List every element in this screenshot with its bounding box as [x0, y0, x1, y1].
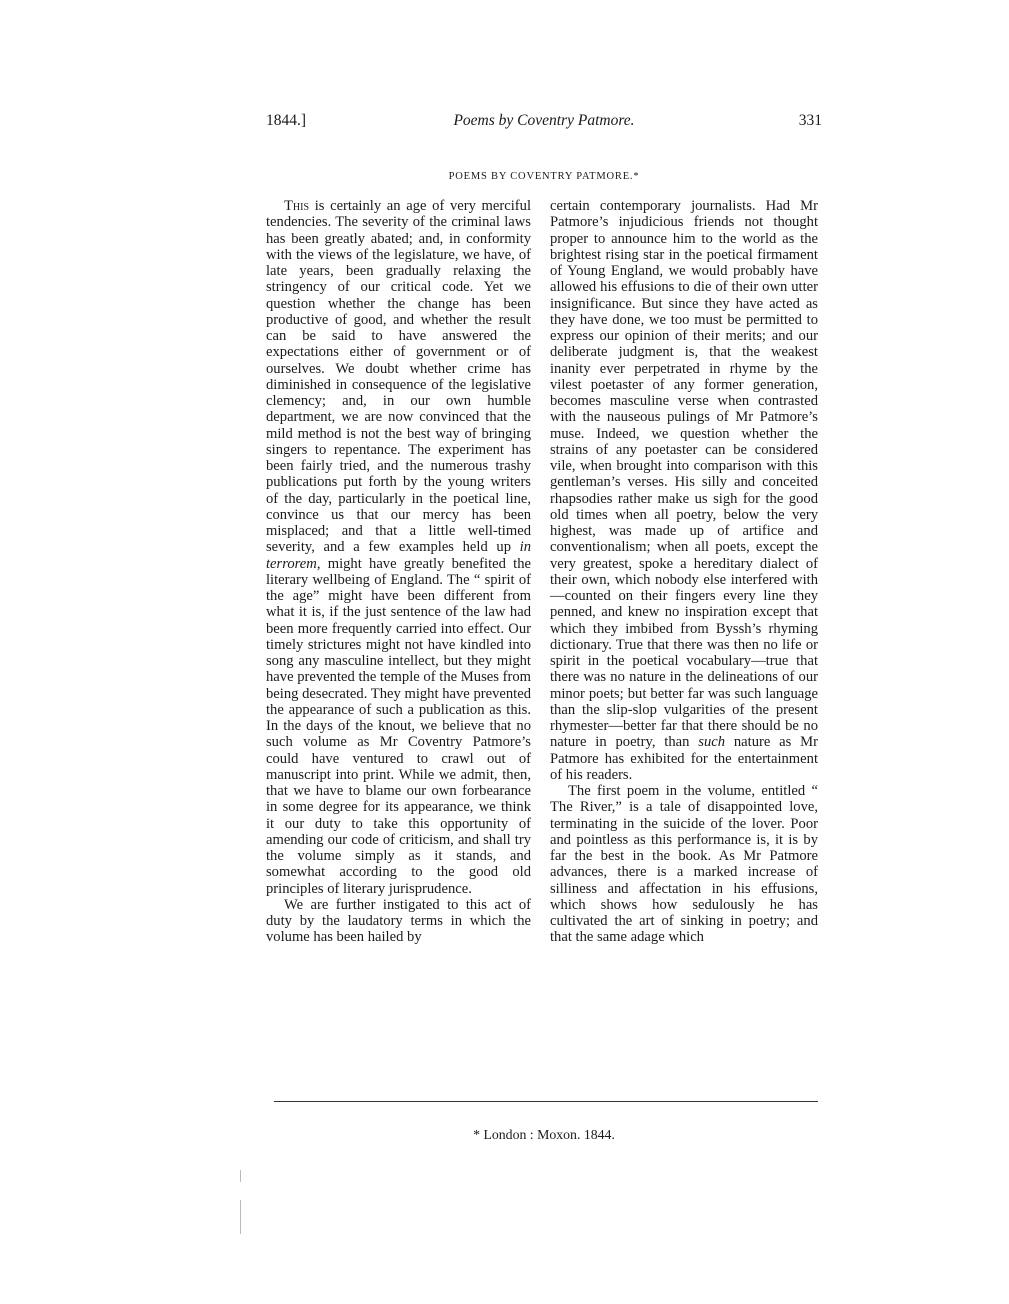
paragraph-continued [550, 198, 818, 783]
header-year: 1844.] [266, 112, 307, 129]
italic-phrase: in terrorem [266, 539, 531, 572]
scan-mark [240, 1200, 241, 1234]
paragraph-3: The first poem in the volume, entitled “ The River,” is a tale of disappointed love, terminating in the suicide of the lover. Poor and pointless as this performance is, it is by far the best in the book. As Mr Patmore advances, there is a marked increase of silliness and affectation in his effusions, which shows how sedulously he has cultivated the art of sinking in poetry; and that the same adage which [550, 783, 818, 946]
italic-word: such [698, 734, 726, 751]
running-header [266, 112, 822, 134]
running-title: Poems by Coventry Patmore. [453, 112, 635, 129]
footnote-rule [274, 1101, 818, 1102]
paragraph-text: is certainly an age of very merciful tendencies. The severity of the criminal laws has been greatly abated; and, in conformity with the views of the legislature, we have, of late years, been gradually relaxing the stringency of our critical code. Yet we question whether the change has been productive of good, and whether the result can be said to have answered the expectations either of government or of ourselves. We doubt whether crime has diminished in consequence of the legislative clemency; and, in our own humble department, we are now convinced that the mild method is not the best way of bringing singers to repentance. The experiment has been fairly tried, and the numerous trashy publications put forth by the young writers of the day, particularly in the poetical line, convince us that our mercy has been misplaced; and that a little well-timed severity, and a few examples held up [266, 198, 531, 556]
left-column [266, 198, 531, 946]
paragraph-1 [266, 198, 531, 897]
footnote: * London : Moxon. 1844. [473, 1127, 615, 1142]
page-number: 331 [798, 112, 822, 129]
article-title: POEMS BY COVENTRY PATMORE.* [448, 171, 640, 182]
paragraph-text: certain contemporary journalists. Had Mr Patmore’s injudicious friends not thought proper to announce him to the world as the brightest rising star in the poetical firmament of Young England, we would probably have allowed his effusions to die of their own utter insignificance. But since they have acted as they have done, we too must be permitted to express our opinion of their merits; and our deliberate judgment is, that the weakest inanity ever perpetrated in rhyme by the vilest poetaster of any former generation, becomes masculine verse when contrasted with the nauseous pulings of Mr Patmore’s muse. Indeed, we question whether the strains of any poetaster can be considered vile, when brought into comparison with this gentleman’s verses. His silly and conceited rhapsodies rather make us sigh for the good old times when all poetry, below the very highest, was made up of artifice and conventionalism; when all poets, except the very greatest, spoke a hereditary dialect of their own, which nobody else interfered with—counted on their fingers every line they penned, and knew no inspiration except that which they imbibed from Byssh’s rhyming dictionary. True that there was then no life or spirit in the poetical vocabulary—true that there was no nature in the delineations of our minor poets; but better far was such language than the slip-slop vulgarities of the present rhymester—better far that there should be no nature in poetry, than [550, 198, 818, 751]
scan-mark [240, 1170, 241, 1182]
right-column [550, 198, 818, 946]
paragraph-2: We are further instigated to this act of duty by the laudatory terms in which the volume has been hailed by [266, 896, 531, 946]
paragraph-text-end: , might have greatly benefited the literary wellbeing of England. The “ spirit of the age” might have been different from what it is, if the just sentence of the law had been more frequently carried into effect. Our timely strictures might not have kindled into song any masculine intellect, but they might have prevented the temple of the Muses from being desecrated. They might have prevented the appearance of such a publication as this. In the days of the knout, we believe that no such volume as Mr Coventry Patmore’s could have ventured to crawl out of manuscript into print. While we admit, then, that we have to blame our own forbearance in some degree for its appearance, we think it our duty to take this opportunity of amending our code of criticism, and shall try the volume simply as it stands, and somewhat according to the good old principles of literary jurisprudence. [266, 555, 531, 897]
paragraph-text-end: nature as Mr Patmore has exhibited for the entertainment of his readers. [550, 734, 818, 783]
drop-word: This [284, 198, 310, 214]
